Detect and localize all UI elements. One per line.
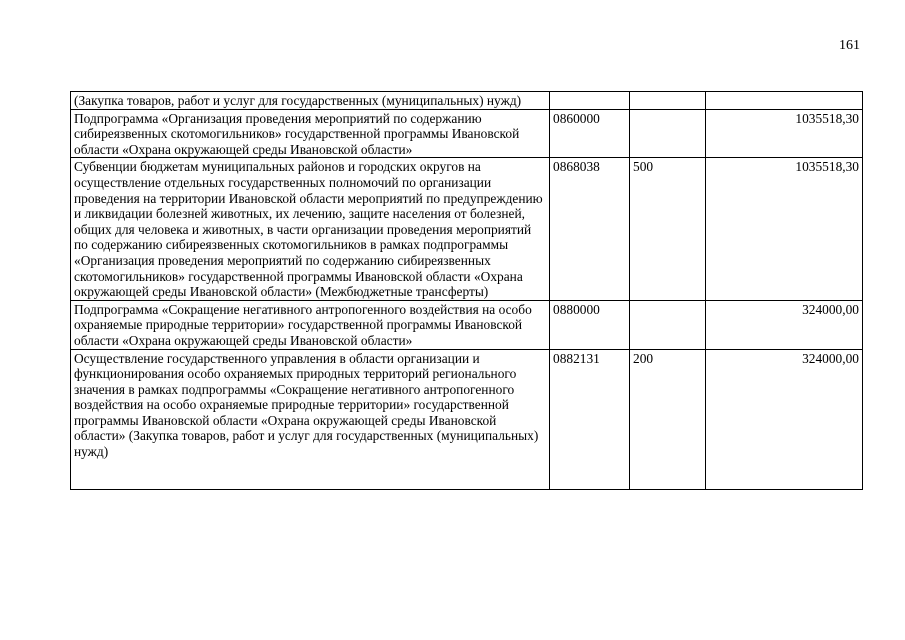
row-expense-type-cell: 500 [630, 158, 706, 300]
row-code-cell: 0882131 [550, 349, 630, 489]
row-name-cell: Субвенции бюджетам муниципальных районов и городских округов на осуществление отдельных государственных полномочий по организации проведения на территории Ивановской области мероприятий по предупреждению и ликвидации болезней животных, их лечению, защите населения от болезней, общих для человека и животных, в части организации проведения мероприятий по содержанию сибиреязвенных скотомогильников в рамках подпрограммы «Организация проведения мероприятий по содержанию сибиреязвенных скотомогильников» государственной программы Ивановской области «Охрана окружающей среды Ивановской области» (Межбюджетные трансферты) [71, 158, 550, 300]
row-sum-cell: 324000,00 [706, 349, 863, 489]
page-number: 161 [839, 38, 860, 53]
row-code-cell: 0880000 [550, 300, 630, 349]
row-sum-cell: 1035518,30 [706, 158, 863, 300]
row-name-cell: Подпрограмма «Сокращение негативного антропогенного воздействия на особо охраняемые природные территории» государственной программы Ивановской области «Охрана окружающей среды Ивановской области» [71, 300, 550, 349]
row-expense-type-cell [630, 109, 706, 158]
row-name-cell: Осуществление государственного управления в области организации и функционирования особо охраняемых природных территорий регионального значения в рамках подпрограммы «Сокращение негативного антропогенного воздействия на особо охраняемые природные территории» государственной программы Ивановской области «Охрана окружающей среды Ивановской области» (Закупка товаров, работ и услуг для государственных (муниципальных) нужд) [71, 349, 550, 489]
table-row [71, 109, 863, 158]
row-sum-cell: 324000,00 [706, 300, 863, 349]
budget-table [70, 91, 863, 490]
table-row [71, 349, 863, 489]
table-row [71, 158, 863, 300]
table-row [71, 92, 863, 110]
row-sum-cell [706, 92, 863, 110]
row-name-cell: Подпрограмма «Организация проведения мероприятий по содержанию сибиреязвенных скотомогильников» государственной программы Ивановской области «Охрана окружающей среды Ивановской области» [71, 109, 550, 158]
row-code-cell: 0868038 [550, 158, 630, 300]
row-name-cell: (Закупка товаров, работ и услуг для государственных (муниципальных) нужд) [71, 92, 550, 110]
row-expense-type-cell [630, 92, 706, 110]
row-code-cell [550, 92, 630, 110]
row-expense-type-cell [630, 300, 706, 349]
row-code-cell: 0860000 [550, 109, 630, 158]
row-expense-type-cell: 200 [630, 349, 706, 489]
row-sum-cell: 1035518,30 [706, 109, 863, 158]
table-row [71, 300, 863, 349]
